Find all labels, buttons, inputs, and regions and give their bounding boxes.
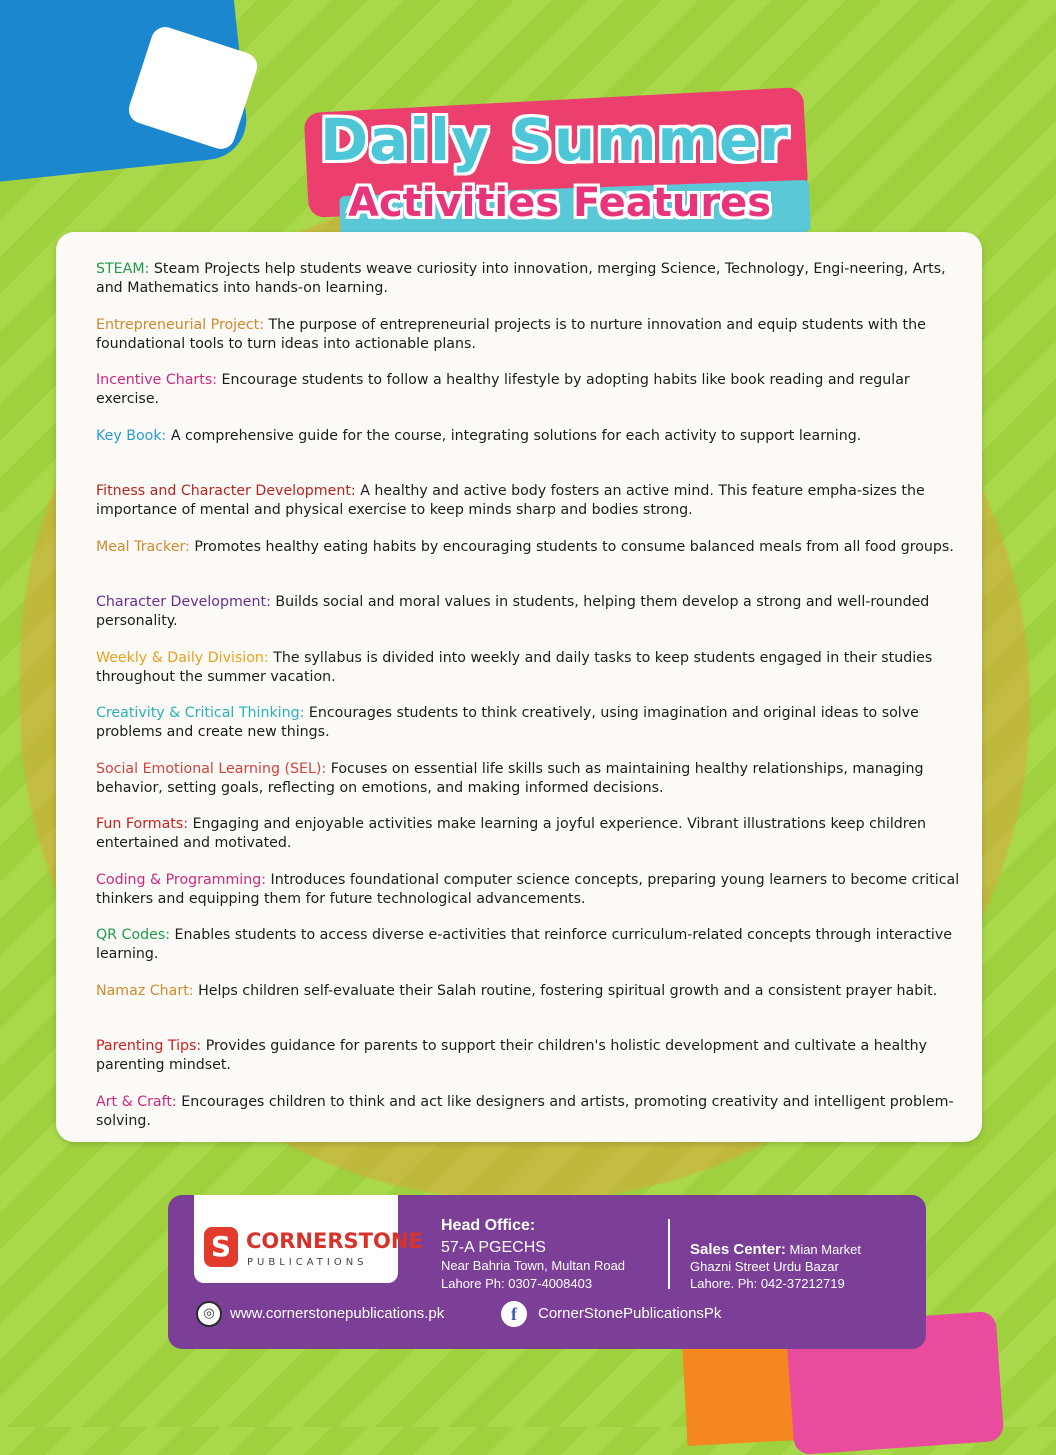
feature-text: Helps children self-evaluate their Salah routine, fostering spiritual growth and a consistent prayer habit.	[198, 982, 938, 999]
sales-center-line-1	[690, 1241, 861, 1258]
feature-text: Steam Projects help students weave curiosity into innovation, merging Science, Technology, Engi-neering, Arts, and Mathematics into hands-on learning.	[96, 261, 946, 296]
feature-text: The syllabus is divided into weekly and daily tasks to keep students engaged in their studies throughout the summer vacation.	[96, 649, 933, 685]
head-office-address-1: 57-A PGECHS	[441, 1239, 546, 1256]
feature-label: Art & Craft:	[96, 1093, 177, 1110]
feature-item	[96, 760, 972, 798]
sales-center-title: Sales Center:	[690, 1241, 786, 1258]
feature-label: Incentive Charts:	[96, 372, 217, 388]
feature-item	[96, 538, 972, 576]
feature-text: Enables students to access diverse e-activities that reinforce curriculum-related concepts through interactive learning.	[96, 927, 952, 962]
feature-item	[96, 371, 972, 409]
features-list	[96, 260, 972, 1148]
head-office-address-2: Near Bahria Town, Multan Road	[441, 1258, 626, 1273]
footer	[168, 1195, 926, 1349]
feature-item	[96, 1037, 972, 1075]
feature-label: Key Book:	[96, 427, 167, 444]
title-line-2: Activities Features	[348, 180, 772, 226]
feature-label: Parenting Tips:	[96, 1038, 202, 1054]
feature-item	[96, 871, 972, 909]
title-line-1: Daily Summer	[320, 106, 789, 174]
feature-label: Social Emotional Learning (SEL):	[96, 760, 327, 777]
logo	[194, 1195, 423, 1283]
feature-label: Entrepreneurial Project:	[96, 316, 264, 333]
facebook-link[interactable]: CornerStonePublicationsPk	[538, 1305, 722, 1322]
feature-item	[96, 649, 972, 687]
feature-text: Introduces foundational computer science concepts, preparing young learners to become critical thinkers and equipping them for future technological advancements.	[96, 871, 960, 907]
feature-item	[96, 593, 972, 631]
feature-label: Weekly & Daily Division:	[96, 649, 269, 666]
feature-text: Provides guidance for parents to support their children's holistic development and cultivate a healthy parenting mindset.	[96, 1038, 928, 1073]
feature-label: Fitness and Character Development:	[96, 483, 356, 499]
head-office-phone: Lahore Ph: 0307-4008403	[441, 1276, 593, 1291]
title-banner	[300, 92, 820, 252]
website-link[interactable]: www.cornerstonepublications.pk	[230, 1305, 445, 1322]
feature-item	[96, 482, 972, 520]
feature-text: Engaging and enjoyable activities make learning a joyful experience. Vibrant illustrations keep children entertained and motivated.	[96, 816, 927, 851]
feature-label: Character Development:	[96, 594, 271, 610]
feature-item	[96, 982, 972, 1020]
feature-label: STEAM:	[96, 261, 150, 277]
logo-subtitle: PUBLICATIONS	[247, 1257, 368, 1268]
feature-item	[96, 704, 972, 742]
feature-item	[96, 815, 972, 853]
feature-text: Encourages children to think and act like designers and artists, promoting creativity and intelligent problem-solving.	[96, 1093, 954, 1129]
feature-text: A healthy and active body fosters an active mind. This feature empha-sizes the importance of mental and physical exercise to keep minds sharp and bodies strong.	[96, 483, 925, 518]
facebook-icon: f	[501, 1301, 527, 1327]
footer-divider	[668, 1219, 670, 1289]
feature-item	[96, 926, 972, 964]
logo-name: CORNERSTONE	[246, 1229, 423, 1253]
feature-text: Focuses on essential life skills such as maintaining healthy relationships, managing behavior, setting goals, reflecting on emotions, and making informed decisions.	[96, 760, 924, 796]
feature-text: Promotes healthy eating habits by encouraging students to consume balanced meals from all food groups.	[194, 538, 954, 555]
head-office-title: Head Office:	[441, 1217, 536, 1234]
features-card	[56, 232, 982, 1142]
feature-label: Coding & Programming:	[96, 871, 267, 888]
feature-item	[96, 316, 972, 354]
feature-label: Namaz Chart:	[96, 982, 194, 999]
feature-label: Fun Formats:	[96, 816, 189, 832]
sales-center-address: Ghazni Street Urdu Bazar	[690, 1259, 839, 1274]
feature-item	[96, 260, 972, 298]
sales-center-phone: Lahore. Ph: 042-37212719	[690, 1276, 845, 1291]
feature-text: Encourages students to think creatively, using imagination and original ideas to solve problems and create new things.	[96, 705, 919, 740]
feature-label: Creativity & Critical Thinking:	[96, 705, 305, 721]
globe-icon: ◎	[196, 1301, 222, 1327]
feature-text: Encourage students to follow a healthy lifestyle by adopting habits like book reading and regular exercise.	[96, 372, 910, 407]
feature-item	[96, 427, 972, 465]
feature-text: The purpose of entrepreneurial projects is to nurture innovation and equip students with the foundational tools to turn ideas into actionable plans.	[96, 316, 926, 352]
feature-label: Meal Tracker:	[96, 538, 190, 555]
feature-label: QR Codes:	[96, 927, 171, 943]
logo-s-icon: S	[204, 1227, 238, 1267]
feature-text: A comprehensive guide for the course, integrating solutions for each activity to support learning.	[170, 427, 862, 444]
feature-text: Builds social and moral values in students, helping them develop a strong and well-rounded personality.	[96, 594, 930, 629]
feature-item	[96, 1093, 972, 1131]
sales-center-market: Mian Market	[785, 1242, 862, 1257]
